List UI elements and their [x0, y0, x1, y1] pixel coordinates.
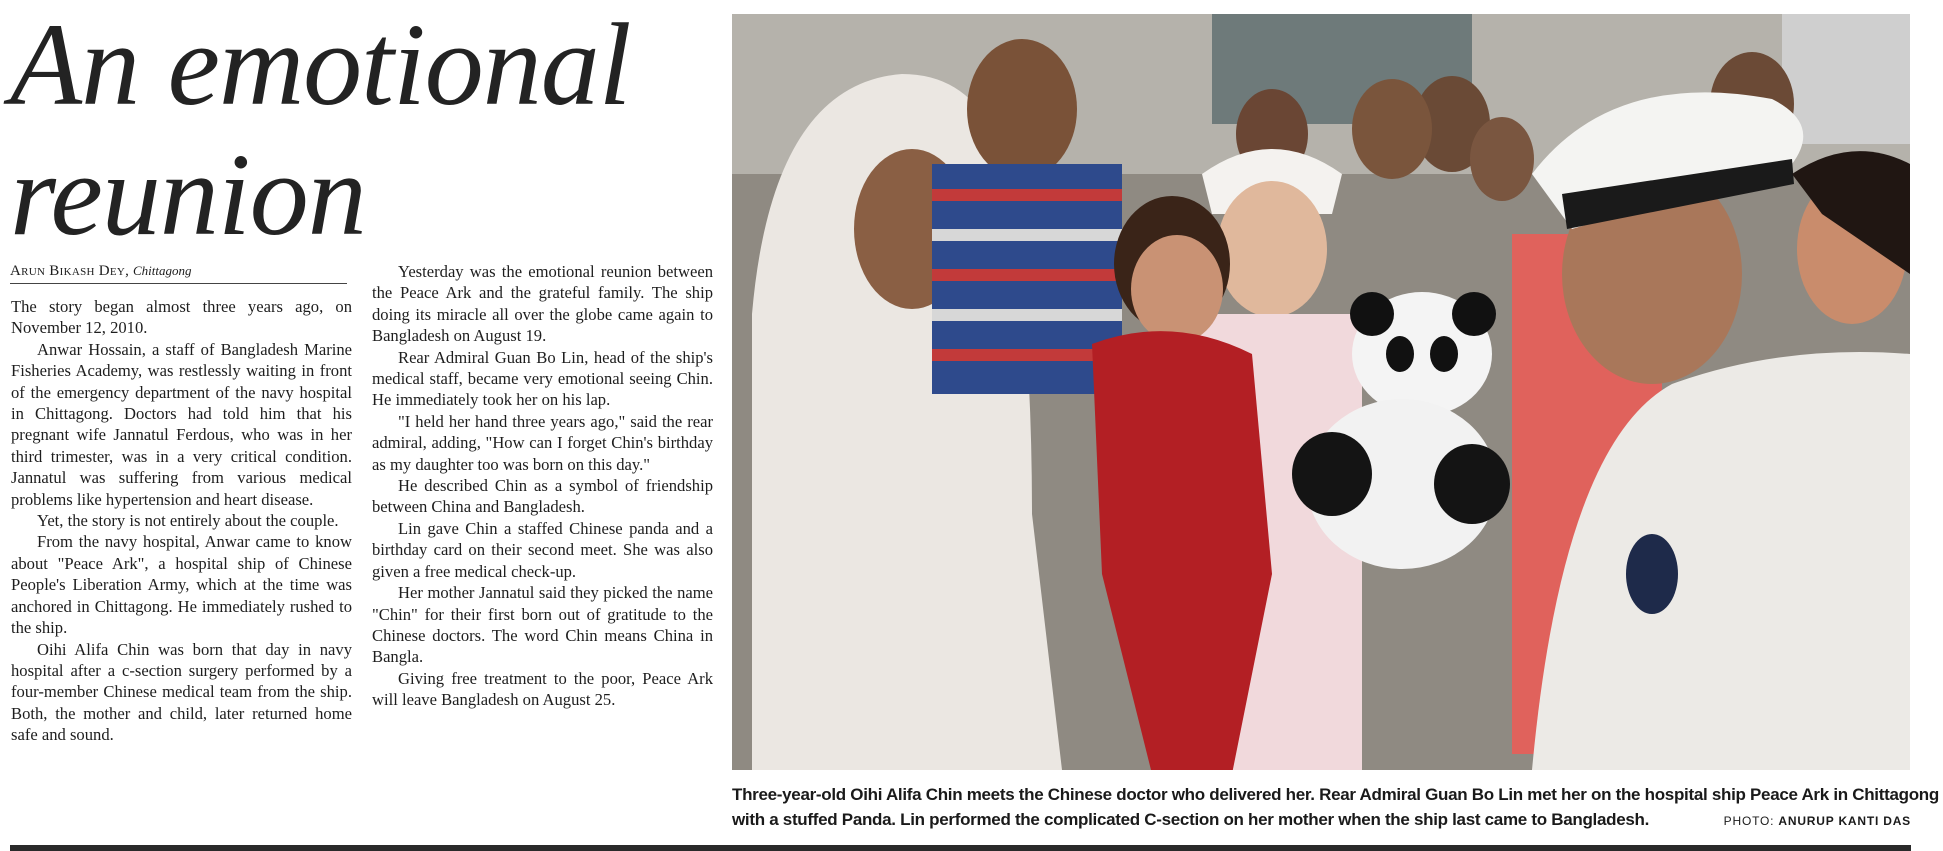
article-column-1 [11, 296, 352, 746]
officer-badge [1626, 534, 1678, 614]
byline-location: Chittagong [132, 263, 192, 278]
shirt-stripe [932, 309, 1122, 321]
photo-credit-name: ANURUP KANTI DAS [1778, 814, 1911, 828]
panda-eye-patch [1386, 336, 1414, 372]
paragraph: Anwar Hossain, a staff of Bangladesh Marine Fisheries Academy, was restlessly waiting in front of the emergency department of the navy hospital in Chittagong. Doctors had told him that his pregnant wife Jannatul Ferdous, who was in her third trimester, was in a very critical condition. Jannatul was suffering from various medical problems like hypertension and heart disease. [11, 339, 352, 509]
bottom-rule [10, 845, 1911, 851]
news-photo [732, 14, 1910, 770]
panda-ear [1452, 292, 1496, 336]
photo-credit [1724, 814, 1911, 828]
man-face [967, 39, 1077, 179]
page-margin [0, 0, 4, 851]
shirt-stripe [932, 189, 1122, 201]
panda-arm [1434, 444, 1510, 524]
paragraph: Yesterday was the emotional reunion between the Peace Ark and the grateful family. The ship doing its miracle all over the globe came again to Bangladesh on August 19. [372, 262, 713, 346]
photo-credit-label: PHOTO: [1723, 814, 1775, 828]
caption-line: with a stuffed Panda. Lin performed the complicated C-section on her mother when the ship last came to Bangladesh. [732, 810, 1650, 829]
caption-line: Three-year-old Oihi Alifa Chin meets the Chinese doctor who delivered her. Rear Admiral Guan Bo Lin met her on the hospital ship Peace Ark in Chittagong [732, 785, 1939, 804]
shirt-stripe [932, 229, 1122, 241]
byline-author: Arun Bikash Dey, [10, 263, 130, 279]
paragraph: Giving free treatment to the poor, Peace Ark will leave Bangladesh on August 25. [372, 668, 713, 710]
nurse-face [1217, 181, 1327, 317]
paragraph: Her mother Jannatul said they picked the name "Chin" for their first born out of gratitude to the Chinese doctors. The word Chin means China in Bangla. [372, 583, 713, 667]
paragraph: Oihi Alifa Chin was born that day in navy hospital after a c-section surgery performed by a four-member Chinese medical team from the ship. Both, the mother and child, later returned home safe and sound. [11, 639, 352, 745]
panda-arm [1292, 432, 1372, 516]
bystander-head [1470, 117, 1534, 201]
paragraph: From the navy hospital, Anwar came to know about "Peace Ark", a hospital ship of Chinese People's Liberation Army, which at the time was anchored in Chittagong. He immediately rushed to the ship. [11, 532, 352, 638]
byline [10, 262, 347, 284]
shirt-stripe [932, 269, 1122, 281]
photo-illustration [732, 14, 1910, 770]
article-headline: An emotional reunion [10, 0, 631, 260]
paragraph: He described Chin as a symbol of friendship between China and Bangladesh. [372, 476, 713, 517]
panda-eye-patch [1430, 336, 1458, 372]
paragraph: The story began almost three years ago, on November 12, 2010. [11, 297, 352, 338]
panda-ear [1350, 292, 1394, 336]
article-column-2 [372, 261, 713, 711]
child-face [1131, 235, 1223, 343]
paragraph: Rear Admiral Guan Bo Lin, head of the ship's medical staff, became very emotional seeing Chin. He immediately took her on his lap. [372, 347, 713, 410]
paragraph: Yet, the story is not entirely about the couple. [37, 511, 339, 531]
paragraph: Lin gave Chin a staffed Chinese panda and a birthday card on their second meet. She was also given a free medical check-up. [372, 518, 713, 581]
bystander-head [1352, 79, 1432, 179]
paragraph: "I held her hand three years ago," said the rear admiral, adding, "How can I forget Chin's birthday as my daughter too was born on this day." [372, 411, 713, 474]
photo-door [1782, 14, 1910, 144]
